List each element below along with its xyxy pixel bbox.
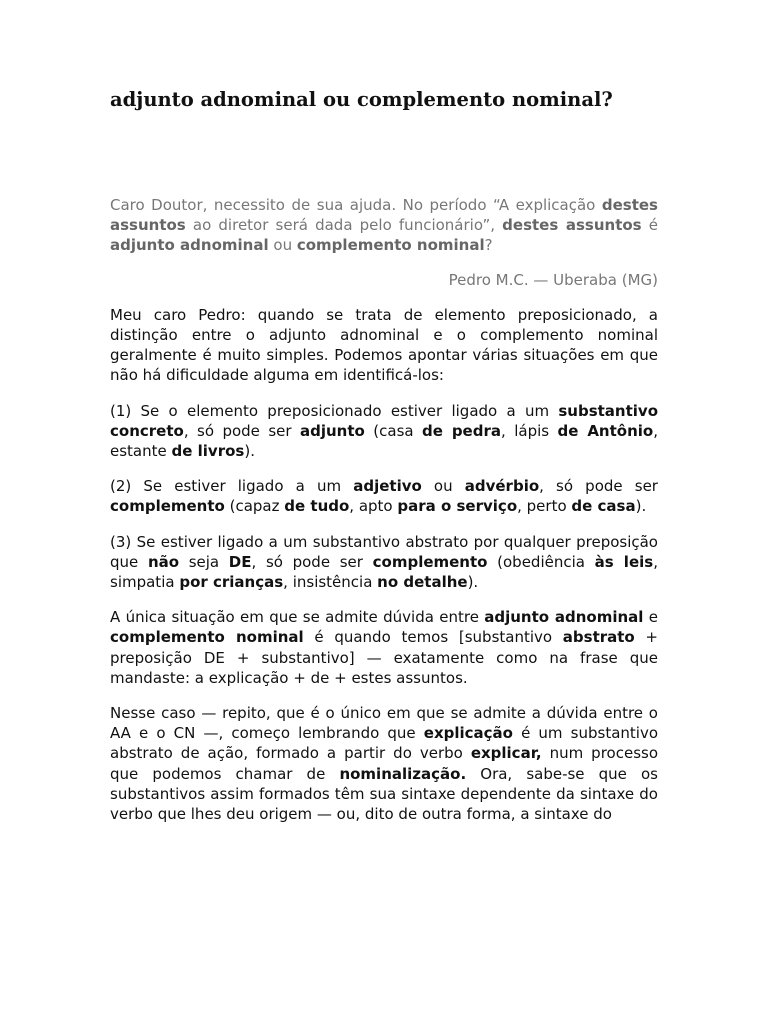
item-bold: de Antônio (557, 421, 654, 440)
item-bold: por crianças (179, 573, 284, 592)
paragraph-text: é quando temos [substantivo (303, 628, 563, 647)
paragraph-bold: complemento nominal (110, 628, 304, 647)
item-text: , só pode ser (539, 477, 658, 496)
answer-item-3 (110, 532, 658, 593)
paragraph-text: num processo que podemos chamar de (110, 744, 658, 783)
item-bold: substantivo concreto (110, 401, 658, 440)
question-text: é (641, 216, 658, 235)
item-bold: adjunto (300, 421, 365, 440)
paragraph-bold: nominalização. (339, 764, 467, 783)
item-text: (casa (364, 421, 423, 440)
question-bold: destes assuntos (110, 196, 658, 235)
answer-paragraph-nominalization (110, 703, 658, 824)
item-bold: para o serviço (397, 497, 518, 516)
item-text: ). (244, 442, 255, 461)
item-text: , só pode ser (251, 552, 373, 571)
question-bold: complemento nominal (296, 236, 485, 255)
paragraph-bold: explicar, (470, 744, 542, 763)
item-text: ). (467, 573, 479, 592)
item-text: , estante (110, 421, 658, 461)
item-text: seja (179, 552, 229, 571)
paragraph-text: + preposição DE + substantivo] — exatamente como na frase que mandaste: a explicação + de + estes assuntos. (110, 628, 659, 687)
item-bold: de pedra (422, 421, 501, 440)
item-bold: de tudo (284, 497, 350, 516)
item-bold: complemento (110, 497, 225, 516)
item-text: , apto (349, 497, 398, 516)
paragraph-bold: abstrato (562, 628, 635, 647)
paragraph-bold: adjunto adnominal (484, 608, 644, 627)
item-text: (capaz (224, 497, 285, 516)
paragraph-text: e (643, 608, 658, 627)
question-bold: destes assuntos (502, 216, 642, 235)
answer-item-1 (110, 401, 658, 462)
item-bold: às leis (594, 552, 654, 571)
item-bold: de livros (171, 442, 245, 461)
page-title: adjunto adnominal ou complemento nominal? (110, 88, 613, 111)
question-text: ? (484, 236, 493, 255)
item-bold: de casa (571, 497, 636, 516)
item-text: , lápis (501, 421, 558, 440)
answer-paragraph-doubt (110, 607, 658, 688)
question-text: Caro Doutor, necessito de sua ajuda. No período “A explicação (110, 196, 602, 214)
paragraph-bold: explicação (423, 724, 513, 743)
item-text: , só pode ser (183, 421, 300, 440)
item-text: (1) Se o elemento preposicionado estiver ligado a um (110, 401, 559, 420)
document-body (110, 195, 658, 824)
paragraph-text: Ora, sabe-se que os substantivos assim formados têm sua sintaxe dependente da sintaxe do verbo que lhes deu origem — ou, dito de outra forma, a sintaxe do (110, 764, 658, 824)
item-bold: DE (228, 552, 252, 571)
item-text: ). (635, 497, 647, 516)
item-text: , perto (517, 497, 572, 516)
question-signature: Pedro M.C. — Uberaba (MG) (448, 270, 658, 289)
item-bold: no detalhe (377, 573, 468, 592)
reader-question (110, 195, 658, 256)
item-text: (2) Se estiver ligado a um (110, 477, 354, 496)
question-text: ou (268, 236, 297, 255)
paragraph-text: Nesse caso — repito, que é o único em que se admite a dúvida entre o AA e o CN —, começo lembrando que (110, 704, 658, 743)
item-bold: complemento (372, 552, 488, 571)
item-text: ou (421, 477, 465, 496)
answer-intro-paragraph: Meu caro Pedro: quando se trata de elemento preposicionado, a distinção entre o adjunto adnominal e o complemento nominal geralmente é muito simples. Podemos apontar várias situações em que não há dificuldade alguma em identificá-los: (110, 305, 658, 385)
paragraph-text: é um substantivo abstrato de ação, formado a partir do verbo (110, 724, 658, 763)
item-bold: não (147, 552, 180, 571)
item-text: , simpatia (110, 552, 658, 592)
item-text: (obediência (487, 552, 595, 571)
item-text: (3) Se estiver ligado a um substantivo abstrato por qualquer preposição que (110, 532, 658, 571)
item-bold: adjetivo (353, 477, 422, 496)
paragraph-text: A única situação em que se admite dúvida entre (110, 608, 485, 627)
answer-item-2 (110, 476, 658, 516)
item-text: , insistência (283, 573, 378, 592)
question-bold: adjunto adnominal (110, 236, 269, 255)
item-bold: advérbio (464, 477, 540, 496)
question-text: ao diretor será dada pelo funcionário”, (185, 216, 503, 235)
